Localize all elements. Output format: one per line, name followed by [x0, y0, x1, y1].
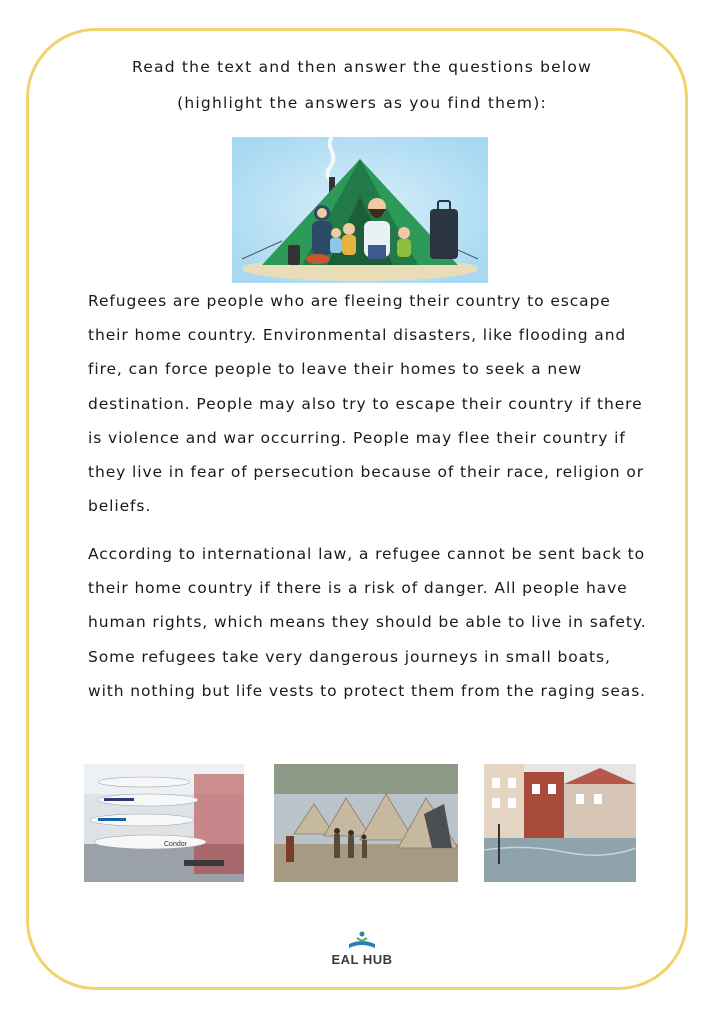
instruction-line-2: (highlight the answers as you find them):: [177, 94, 547, 112]
flooded-street-photo: [484, 764, 636, 882]
airport-planes-photo: [84, 764, 244, 882]
paragraph-1: Refugees are people who are fleeing their country to escape their home country. Environmental disasters, like flooding and fire, can force people to leave their homes to seek a new destination. People may also try to escape their country if there is violence and war occurring. People may flee their country if they live in fear of persecution because of their race, religion or beliefs.: [88, 292, 644, 516]
logo-text: EAL HUB: [331, 952, 393, 967]
paragraph-2: According to international law, a refugee cannot be sent back to their home country if there is a risk of danger. All people have human rights, which means they should be able to live in safety. Some refugees take very dangerous journeys in small boats, with nothing but life vests to protect them from the raging seas.: [88, 545, 647, 700]
eal-hub-logo: [322, 930, 402, 978]
instruction-line-1: Read the text and then answer the questions below: [132, 58, 592, 76]
airline-label: Condor: [164, 841, 187, 848]
book-figure-icon: [347, 930, 377, 952]
refugee-family-tent-illustration: [232, 137, 488, 283]
refugee-camp-tents-photo: [274, 764, 458, 882]
